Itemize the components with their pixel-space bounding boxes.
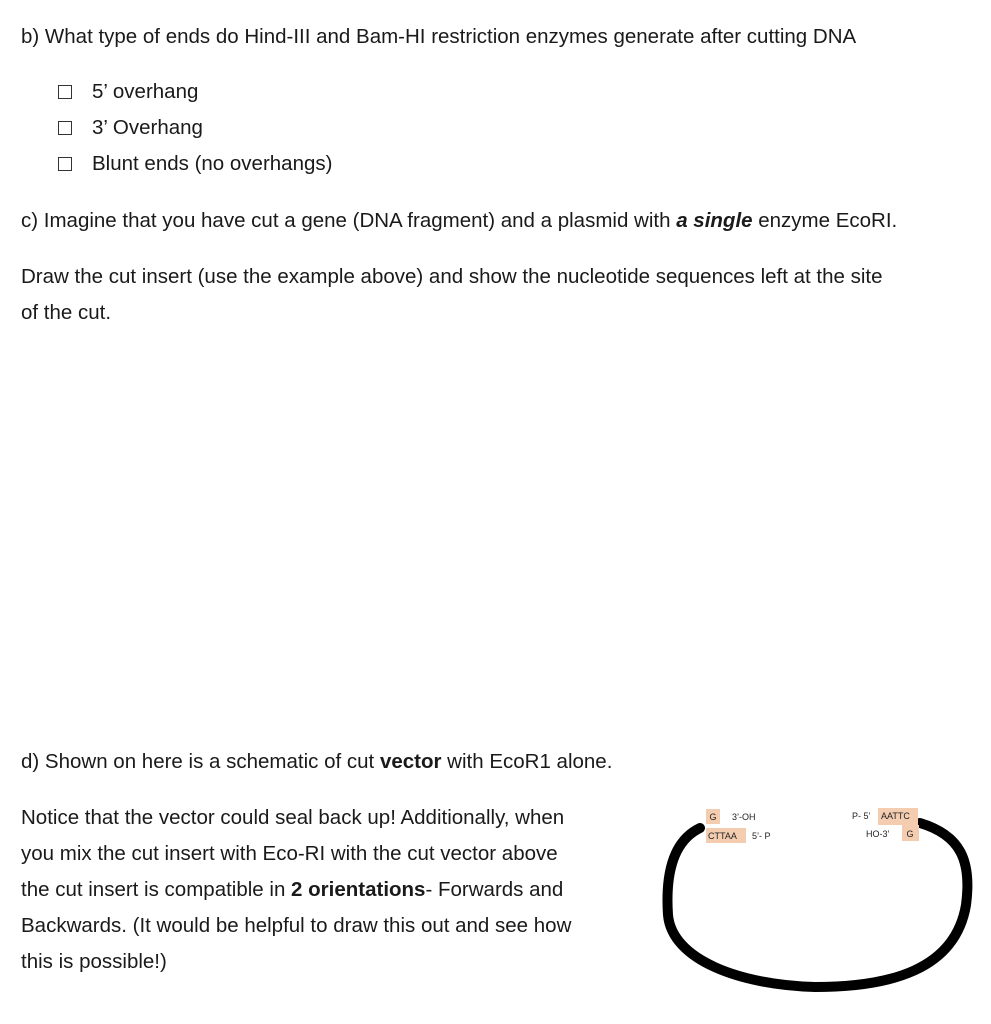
checkbox-3-overhang[interactable]	[58, 121, 72, 135]
left-bottom-base: CTTAA	[708, 831, 737, 841]
question-c-line1	[21, 208, 897, 234]
option-5-overhang[interactable]	[58, 80, 198, 104]
option-label: 5’ overhang	[92, 80, 199, 103]
question-d-paragraph	[21, 800, 641, 980]
option-blunt-ends[interactable]	[58, 152, 332, 176]
bold-text: vector	[379, 750, 442, 773]
question-c-line3: of the cut.	[21, 301, 112, 324]
right-bottom-label: HO-3’	[866, 829, 890, 839]
paragraph-line: you mix the cut insert with Eco-RI with the cut vector above	[21, 842, 558, 865]
question-b-text: b) What type of ends do Hind-III and Bam-HI restriction enzymes generate after cutting DNA	[21, 25, 857, 48]
checkbox-5-overhang[interactable]	[58, 85, 72, 99]
left-bottom-label: 5’- P	[752, 831, 771, 841]
paragraph-line: Notice that the vector could seal back up! Additionally, when	[21, 806, 565, 829]
bold-text: 2 orientations	[291, 878, 426, 901]
checkbox-blunt-ends[interactable]	[58, 157, 72, 171]
paragraph-line: Backwards. (It would be helpful to draw this out and see how	[21, 914, 572, 937]
cut-vector-diagram	[650, 795, 980, 995]
question-c-text: c) Imagine that you have cut a gene (DNA fragment) and a plasmid with	[21, 209, 677, 232]
question-d-text-end: with EcoR1 alone.	[441, 750, 613, 773]
option-label: Blunt ends (no overhangs)	[92, 152, 333, 175]
question-c-text-end: enzyme EcoRI.	[752, 209, 898, 232]
option-label: 3’ Overhang	[92, 116, 203, 139]
paragraph-text: - Forwards and	[425, 878, 564, 901]
paragraph-text: the cut insert is compatible in	[21, 878, 292, 901]
question-d-text: d) Shown on here is a schematic of cut	[21, 750, 380, 773]
right-top-base: AATTC	[881, 811, 910, 821]
question-d-line1	[21, 749, 612, 775]
paragraph-line	[21, 872, 641, 908]
vector-backbone	[667, 823, 967, 987]
right-bottom-base: G	[906, 829, 914, 839]
option-3-overhang[interactable]	[58, 116, 203, 140]
question-c-line2: Draw the cut insert (use the example above) and show the nucleotide sequences left at the site	[21, 265, 883, 288]
paragraph-line: this is possible!)	[21, 950, 167, 973]
left-top-label: 3’-OH	[732, 812, 756, 822]
left-top-base: G	[709, 812, 717, 822]
right-top-label: P- 5’	[852, 811, 871, 821]
emphasis-text: a single	[676, 209, 753, 232]
